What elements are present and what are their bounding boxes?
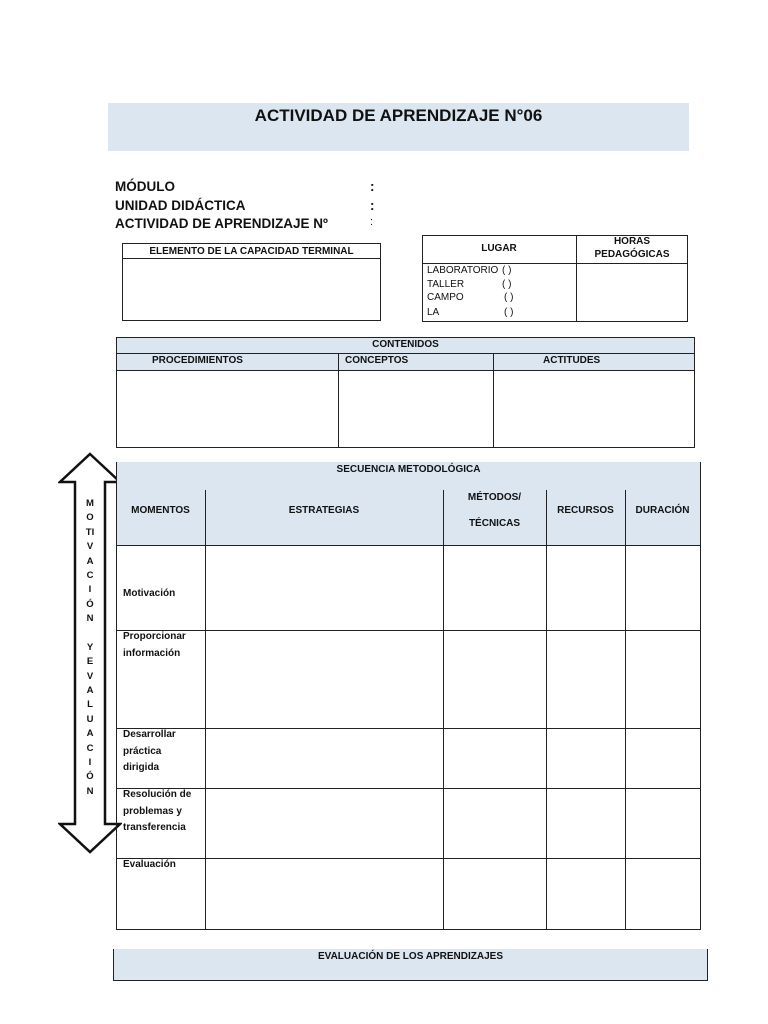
moment-line: Motivación: [123, 588, 176, 599]
arrow-letter: Ó: [86, 598, 94, 610]
arrow-letter: N: [86, 785, 94, 797]
secuencia-col-sep-3: [546, 490, 547, 929]
col-conceptos: CONCEPTOS: [345, 355, 409, 366]
document-title: ACTIVIDAD DE APRENDIZAJE N°06: [254, 106, 543, 125]
secuencia-header: SECUENCIA METODOLÓGICA: [336, 464, 481, 475]
lugar-checkbox-laboratorio[interactable]: ( ): [502, 265, 512, 276]
col-procedimientos: PROCEDIMIENTOS: [152, 355, 243, 366]
col-momentos: MOMENTOS: [131, 505, 190, 516]
arrow-letter: C: [86, 742, 94, 754]
secuencia-row-line-2: [116, 630, 701, 631]
arrow-vertical-label: [75, 497, 105, 799]
arrow-letter: E: [86, 656, 94, 668]
moment-proporcionar-informacion: [123, 629, 186, 662]
horas-header-2: PEDAGÓGICAS: [594, 249, 670, 260]
evaluacion-bottom-border: [113, 980, 708, 981]
contenidos-header: CONTENIDOS: [372, 339, 439, 350]
moment-line: Evaluación: [123, 859, 176, 870]
moment-line: problemas y: [123, 805, 182, 817]
modulo-label: MÓDULO: [115, 179, 175, 194]
horas-header-1: HORAS: [613, 236, 651, 247]
contenidos-divider-1: [116, 353, 695, 354]
contenidos-col-sep-2: [493, 353, 494, 448]
arrow-letter: [75, 627, 105, 641]
moment-evaluacion: [123, 857, 176, 874]
actividad-colon: :: [370, 216, 374, 228]
lugar-option-laboratorio: LABORATORIO: [427, 265, 499, 276]
moment-line: dirigida: [123, 762, 160, 773]
contenidos-divider-2: [116, 370, 695, 371]
arrow-letter: TI: [85, 526, 95, 538]
unidad-label: UNIDAD DIDÁCTICA: [115, 198, 246, 213]
lugar-checkbox-taller[interactable]: ( ): [502, 279, 512, 290]
col-duracion: DURACIÓN: [635, 505, 690, 516]
secuencia-row-line-3: [116, 728, 701, 729]
secuencia-row-line-4: [116, 788, 701, 789]
moment-desarrollar-practica: [123, 727, 176, 777]
arrow-letter: A: [86, 728, 94, 740]
arrow-letter: Ó: [86, 771, 94, 783]
arrow-letter: N: [86, 613, 94, 625]
moment-line: transferencia: [123, 822, 186, 833]
secuencia-col-sep-2: [443, 490, 444, 929]
unidad-colon: :: [370, 198, 375, 213]
moment-line: Proporcionar: [123, 631, 186, 642]
secuencia-col-sep-4: [625, 490, 626, 929]
modulo-colon: :: [370, 179, 375, 194]
arrow-letter: V: [86, 541, 94, 553]
lugar-option-campo: CAMPO: [427, 292, 464, 303]
lugar-checkbox-campo[interactable]: ( ): [504, 292, 514, 303]
lugar-header: LUGAR: [481, 243, 517, 254]
lugar-option-taller: TALLER: [427, 279, 465, 290]
arrow-letter: U: [86, 713, 94, 725]
arrow-letter: V: [86, 670, 94, 682]
moment-resolucion-problemas: [123, 787, 191, 837]
arrow-letter: L: [87, 699, 93, 711]
col-estrategias: ESTRATEGIAS: [288, 505, 360, 516]
col-tecnicas: TÉCNICAS: [468, 518, 521, 529]
secuencia-bottom-border: [116, 929, 701, 930]
moment-line: Desarrollar: [123, 729, 176, 740]
actividad-label: ACTIVIDAD DE APRENDIZAJE Nº: [115, 216, 328, 231]
arrow-letter: I: [88, 584, 92, 596]
moment-line: Resolución de: [123, 789, 192, 800]
contenidos-col-sep-1: [338, 353, 339, 448]
capacidad-header: ELEMENTO DE LA CAPACIDAD TERMINAL: [149, 246, 354, 257]
lugar-divider: [422, 263, 688, 264]
moment-motivacion: [123, 586, 175, 603]
moment-line: práctica: [123, 745, 162, 757]
secuencia-row-line-1: [116, 545, 701, 546]
col-recursos: RECURSOS: [557, 505, 614, 516]
lugar-option-la: LA: [427, 307, 440, 318]
arrow-letter: Y: [86, 641, 94, 653]
lugar-checkbox-la[interactable]: ( ): [504, 307, 514, 318]
capacidad-divider: [122, 258, 381, 259]
secuencia-col-sep-1: [205, 490, 206, 929]
arrow-letter: C: [86, 569, 94, 581]
evaluacion-header: EVALUACIÓN DE LOS APRENDIZAJES: [317, 951, 504, 962]
col-actitudes: ACTITUDES: [543, 355, 601, 366]
arrow-letter: A: [86, 685, 94, 697]
moment-line: información: [123, 647, 181, 659]
arrow-letter: A: [86, 555, 94, 567]
arrow-letter: M: [86, 498, 94, 509]
arrow-letter: I: [88, 757, 92, 769]
secuencia-row-line-5: [116, 858, 701, 859]
arrow-letter: O: [86, 512, 94, 524]
col-metodos: MÉTODOS/: [467, 492, 522, 503]
